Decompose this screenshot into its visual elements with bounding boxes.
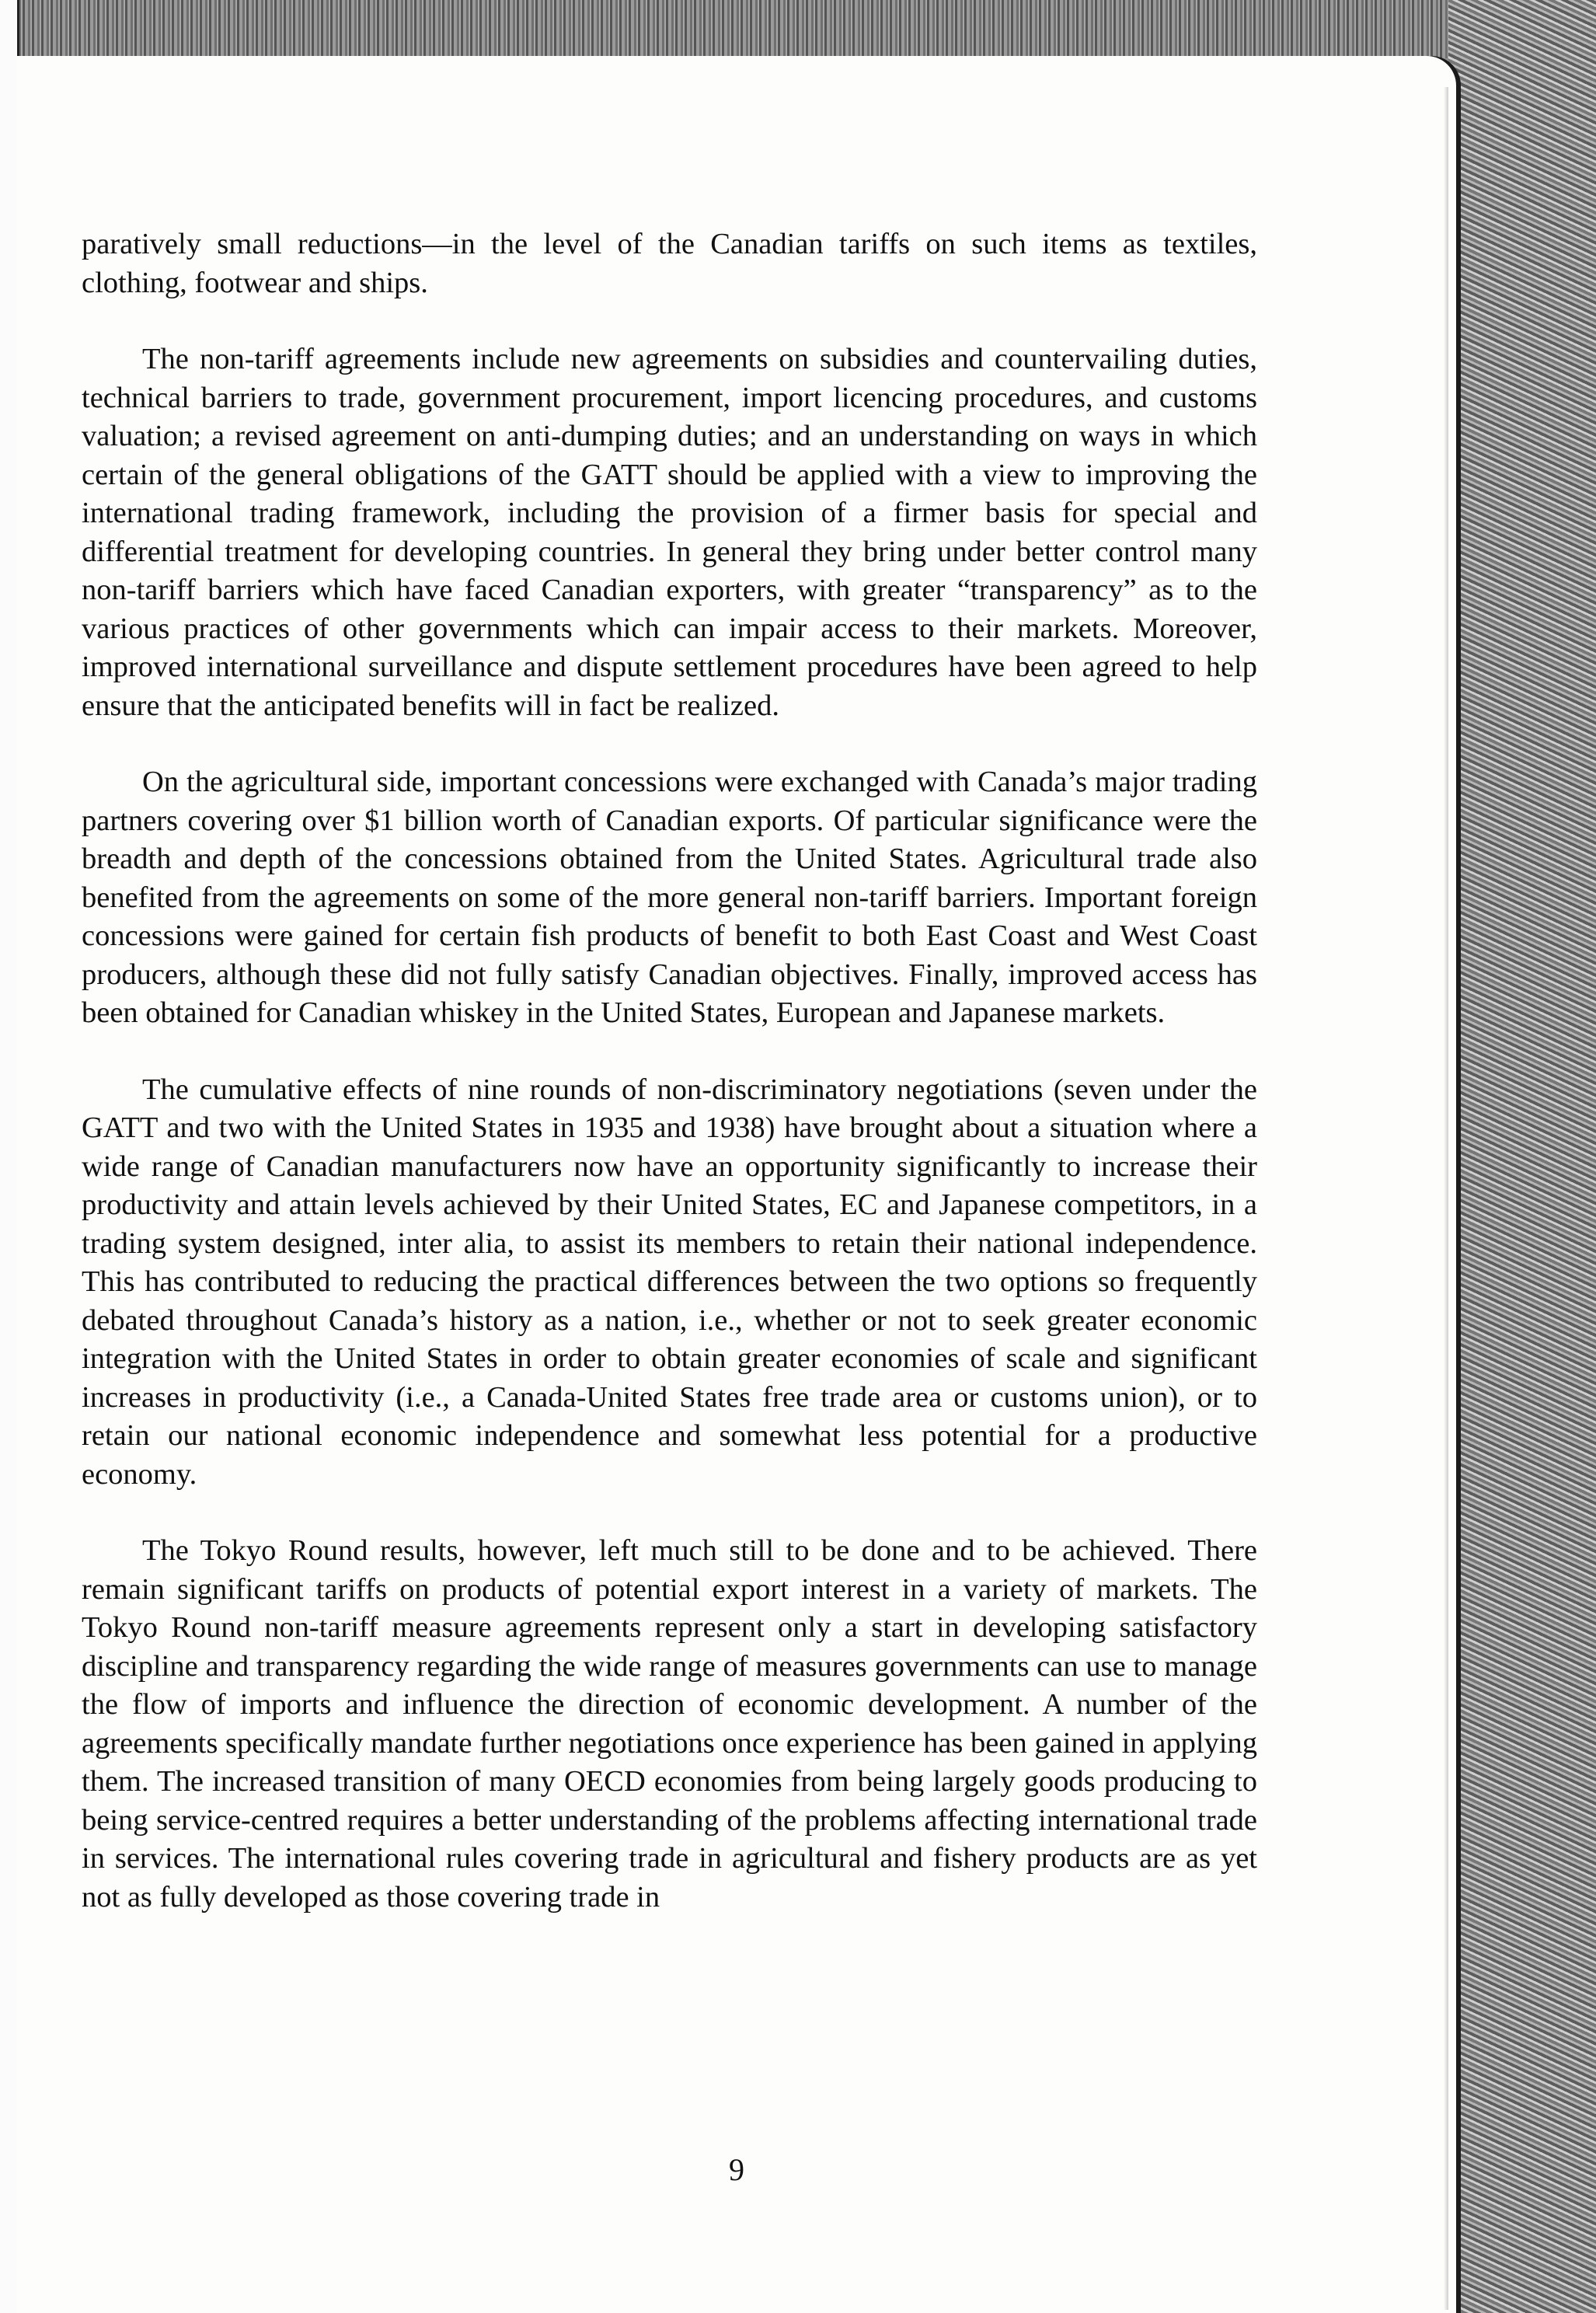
page-edge <box>1444 87 1448 2310</box>
scan-border-top <box>0 0 1596 58</box>
paragraph-non-tariff-agreements: The non-tariff agreements include new agreements on subsidies and countervailing duties, technical barriers to trade, government procurement, import licencing procedures, and customs valuation; a revised agreement on anti-dumping duties; and an understanding on ways in which certain of the general obligations of the GATT should be applied with a view to improving the international trading framework, including the provision of a firmer basis for special and differential treatment for developing countries. In general they bring under better control many non-tariff barriers which have faced Canadian exporters, with greater “transparency” as to the various practices of other governments which can impair access to their markets. Moreover, improved international surveillance and dispute settlement procedures have been agreed to help ensure that the anticipated benefits will in fact be realized. <box>82 343 1257 722</box>
paragraph-continuation: paratively small reductions—in the level of the Canadian tariffs on such items as textiles, clothing, footwear and ships. <box>82 228 1257 299</box>
paragraph-tokyo-round-results: The Tokyo Round results, however, left much still to be done and to be achieved. There remain significant tariffs on products of potential export interest in a variety of markets. The Tokyo Round non-tariff measure agreements represent only a start in developing satisfactory discipline and transparency regarding the wide range of measures governments can use to manage the flow of imports and influence the direction of economic development. A number of the agreements specifically mandate further negotiations once experience has been gained in applying them. The increased transition of many OECD economies from being largely goods producing to being service-centred requires a better understanding of the problems affecting international trade in services. The international rules covering trade in agricultural and fishery products are as yet not as fully developed as those covering trade in <box>82 1534 1257 1914</box>
paragraph-cumulative-effects: The cumulative effects of nine rounds of non-discriminatory negotiations (seven under the GATT and two with the United States in 1935 and 1938) have brought about a situation where a wide range of Canadian manufacturers now have an opportunity significantly to increase their productivity and attain levels achieved by their United States, EC and Japanese competitors, in a trading system designed, inter alia, to assist its members to retain their national independence. This has contributed to reducing the practical differences between the two options so frequently debated throughout Canada’s history as a nation, i.e., whether or not to seek greater economic integration with the United States in order to obtain greater economies of scale and significant increases in productivity (i.e., a Canada-United States free trade area or customs union), or to retain our national economic independence and somewhat less potential for a productive economy. <box>82 1073 1257 1491</box>
page-number: 9 <box>729 2152 744 2187</box>
body-text <box>82 225 1257 1955</box>
document-page <box>17 56 1456 2313</box>
paragraph-agricultural-side: On the agricultural side, important concessions were exchanged with Canada’s major trading partners covering over $1 billion worth of Canadian exports. Of particular significance were the breadth and depth of the concessions obtained from the United States. Agricultural trade also benefited from the agreements on some of the more general non-tariff barriers. Important foreign concessions were gained for certain fish products of benefit to both East Coast and West Coast producers, although these did not fully satisfy Canadian objectives. Finally, improved access has been obtained for Canadian whiskey in the United States, European and Japanese markets. <box>82 766 1257 1029</box>
scan-border-right <box>1448 0 1596 2313</box>
